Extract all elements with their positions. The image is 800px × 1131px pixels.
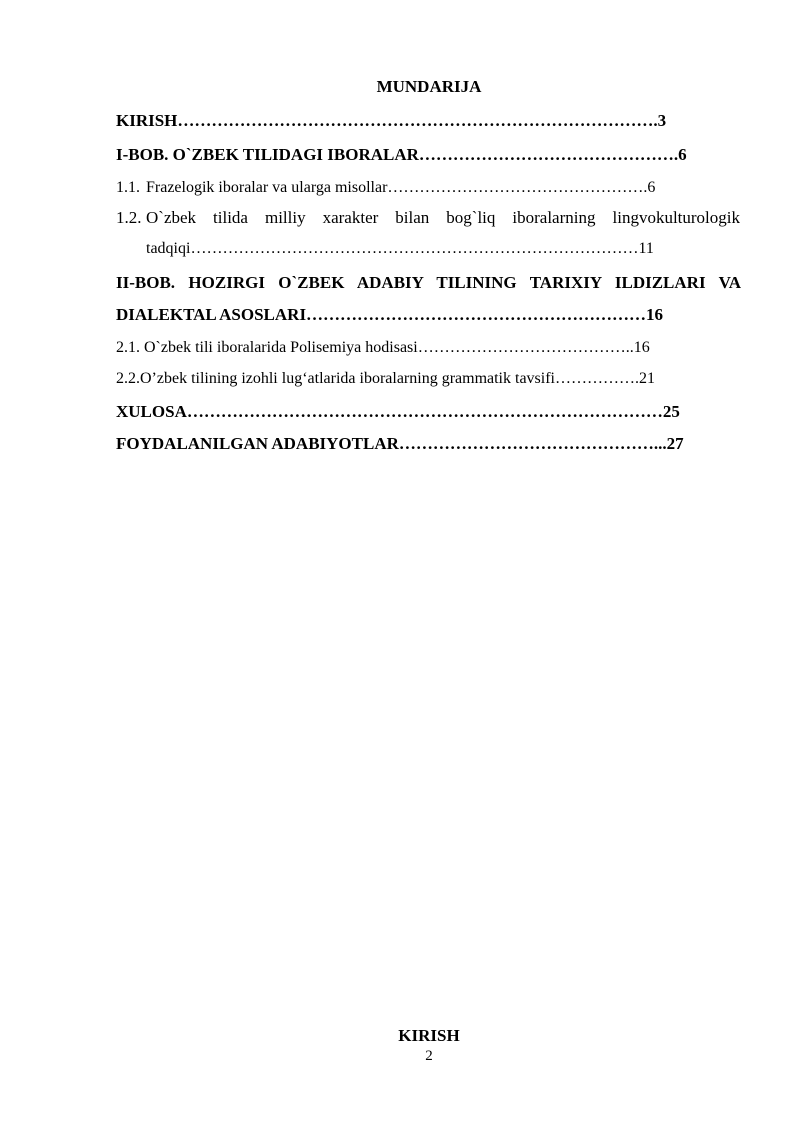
toc-entry-xulosa: XULOSA…………………………………………………………………………25	[116, 402, 680, 421]
toc-entry-section-2-1: 2.1. O`zbek tili iboralarida Polisemiya hodisasi…………………………………..16	[116, 339, 650, 356]
toc-entry-chapter-2-cont: DIALEKTAL ASOSLARI……………………………………………………16	[116, 305, 664, 324]
toc-entry-kirish: KIRISH………………………………………………………………………….3	[116, 111, 667, 130]
toc-entry-chapter-1: I-BOB. O`ZBEK TILIDAGI IBORALAR……………………………………….6	[116, 145, 687, 164]
toc-entry-number: 1.1.	[116, 179, 140, 196]
toc-entry-chapter-2: II-BOB. HOZIRGI O`ZBEK ADABIY TILINING TARIXIY ILDIZLARI VA	[116, 273, 741, 292]
next-page-heading: KIRISH	[398, 1026, 460, 1045]
toc-title: MUNDARIJA	[376, 77, 482, 96]
toc-entry-text: O`zbek tilida milliy xarakter bilan bog`liq iboralarning lingvokulturologik	[146, 208, 740, 227]
toc-entry-text: Frazelogik iboralar va ularga misollar………………………………………….6	[146, 179, 656, 196]
page-number: 2	[425, 1048, 433, 1064]
toc-entry-number: 1.2.	[116, 208, 142, 227]
toc-entry-references: FOYDALANILGAN ADABIYOTLAR………………………………………...27	[116, 434, 684, 453]
toc-entry-section-1-2-cont: tadqiqi…………………………………………………………………………11	[146, 240, 654, 257]
toc-entry-section-1-2	[116, 207, 740, 229]
toc-entry-section-2-2: 2.2.O’zbek tilining izohli lug‘atlarida iboralarning grammatik tavsifi…………….21	[116, 370, 655, 387]
toc-entry-section-1-1	[116, 177, 741, 199]
